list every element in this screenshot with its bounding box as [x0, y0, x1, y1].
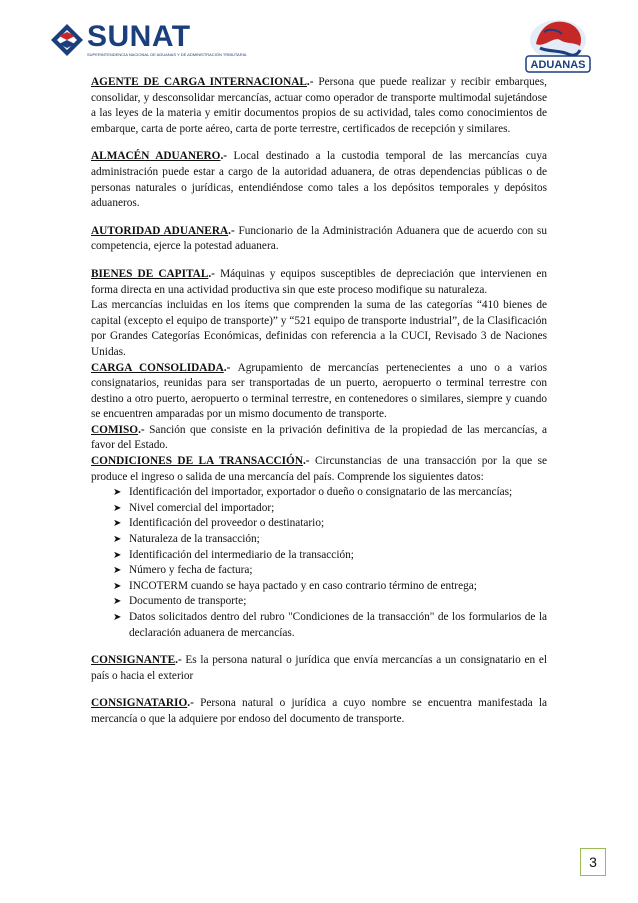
- list-item: ➤ Identificación del proveedor o destinatario;: [113, 516, 547, 532]
- entry-term: AGENTE DE CARGA INTERNACIONAL: [91, 76, 307, 88]
- glossary-entry: ALMACÉN ADUANERO.- Local destinado a la custodia temporal de las mercancías cuya administración puede estar a cargo de la autoridad aduanera, de otras dependencias públicas o de personas naturales o jurídicas, entendiéndose como tales a los depósitos temporales y depósitos aduaneros.: [91, 150, 547, 210]
- glossary-entry: COMISO.- Sanción que consiste en la privación definitiva de la propiedad de las mercancías, a favor del Estado.: [91, 423, 547, 452]
- list-item: ➤ Identificación del intermediario de la transacción;: [113, 548, 547, 564]
- sunat-tagline: SUPERINTENDENCIA NACIONAL DE ADUANAS Y DE ADMINISTRACIÓN TRIBUTARIA: [87, 52, 247, 57]
- glossary-entry: CONDICIONES DE LA TRANSACCIÓN.- Circunstancias de una transacción por la que se produce el ingreso o salida de una mercancía del país. Comprende los siguientes datos:: [91, 455, 547, 483]
- page-header: [0, 0, 638, 80]
- arrow-bullet-icon: ➤: [113, 502, 122, 514]
- entry-definition: Agrupamiento de mercancías pertenecientes a uno o a varios consignatarios, reunidas para ser transportadas de un puerto, aeropuerto o terminal terrestre con destino a otro puerto, aeropuerto o terminal terrestre, en contenedores o similares, siempre y cuando se encuentren amparadas por un mismo documento de transporte.: [91, 361, 547, 421]
- arrow-bullet-icon: ➤: [113, 596, 122, 608]
- glossary-entry: CARGA CONSOLIDADA.- Agrupamiento de mercancías pertenecientes a uno o a varios consignatarios, reunidas para ser transportadas de un puerto, aeropuerto o terminal terrestre con destino a otro puerto, aeropuerto o terminal terrestre, en contenedores o similares, siempre y cuando se encuentren amparadas por un mismo documento de transporte.: [91, 361, 547, 421]
- entry-definition: Máquinas y equipos susceptibles de depreciación que intervienen en forma directa en una actividad productiva sin que este proceso modifique su naturaleza.: [91, 267, 547, 296]
- entry-definition: Persona natural o jurídica a cuyo nombre se encuentra manifestada la mercancía o que la adquiere por endoso del documento de transporte.: [91, 697, 547, 725]
- entry-term: CONSIGNANTE: [91, 654, 176, 667]
- list-item: ➤ Identificación del importador, exportador o dueño o consignatario de las mercancías;: [113, 485, 547, 501]
- sunat-logo: [50, 22, 246, 57]
- entry-extra-paragraph: Las mercancías incluidas en los ítems que comprenden la suma de las categorías “410 bienes de capital (excepto el equipo de transporte)” y “521 equipo de transporte industrial”, de la Clasificación por Grandes Categorías Económicas, definidas con referencia a la CUCI, Revisado 3 de Naciones Unidas.: [91, 299, 547, 358]
- page-number: 3: [580, 848, 606, 876]
- list-item: ➤ Número y fecha de factura;: [113, 563, 547, 579]
- glossary-entry: BIENES DE CAPITAL.- Máquinas y equipos susceptibles de depreciación que intervienen en forma directa en una actividad productiva sin que este proceso modifique su naturaleza.: [91, 267, 547, 296]
- entry-definition: Es la persona natural o jurídica que envía mercancías a un consignatario en el país o hacia el exterior: [91, 654, 547, 682]
- entry-term: AUTORIDAD ADUANERA: [91, 224, 229, 237]
- entry-definition: Local destinado a la custodia temporal de las mercancías cuya administración puede estar a cargo de la autoridad aduanera, de otras dependencias públicas o de personas naturales o jurídicas, entendiéndose como tales a los depósitos temporales y depósitos aduaneros.: [91, 150, 547, 210]
- arrow-bullet-icon: ➤: [113, 549, 122, 561]
- transaction-conditions-list: [91, 485, 547, 641]
- list-item: ➤ Nivel comercial del importador;: [113, 501, 547, 517]
- arrow-bullet-icon: ➤: [113, 612, 122, 623]
- entry-term: COMISO: [91, 423, 139, 436]
- arrow-bullet-icon: ➤: [113, 518, 122, 530]
- entry-term: CONSIGNATARIO: [91, 697, 188, 710]
- glossary-entry: CONSIGNANTE.- Es la persona natural o jurídica que envía mercancías a un consignatario en el país o hacia el exterior: [91, 654, 547, 682]
- entry-term: CONDICIONES DE LA TRANSACCIÓN: [91, 455, 303, 468]
- entry-definition: Sanción que consiste en la privación definitiva de la propiedad de las mercancías, a favor del Estado.: [91, 423, 547, 452]
- arrow-bullet-icon: ➤: [113, 580, 122, 592]
- list-item: ➤ Datos solicitados dentro del rubro "Condiciones de la transacción" de los formularios de la declaración aduanera de mercancías.: [113, 611, 547, 639]
- arrow-bullet-icon: ➤: [113, 565, 122, 577]
- entry-term: CARGA CONSOLIDADA: [91, 361, 224, 374]
- entry-term: ALMACÉN ADUANERO: [91, 150, 221, 163]
- list-item: ➤ Documento de transporte;: [113, 594, 547, 610]
- list-item: ➤ Naturaleza de la transacción;: [113, 532, 547, 548]
- glossary-entry: CONSIGNATARIO.- Persona natural o jurídica a cuyo nombre se encuentra manifestada la mercancía o que la adquiere por endoso del documento de transporte.: [91, 697, 547, 725]
- entry-definition: Funcionario de la Administración Aduanera que de acuerdo con su competencia, ejerce la potestad aduanera.: [91, 224, 547, 253]
- arrow-bullet-icon: ➤: [113, 534, 122, 546]
- entry-term: BIENES DE CAPITAL: [91, 267, 209, 280]
- entry-definition: Persona que puede realizar y recibir embarques, consolidar, y desconsolidar mercancías, actuar como operador de transporte multimodal sujetándose a las leyes de la materia y emitir documentos propios de su actividad, tales como conocimientos de embarque, carta de porte aéreo, carta de porte terrestre, certificados de recepción y similares.: [91, 76, 547, 135]
- glossary-entry: AUTORIDAD ADUANERA.- Funcionario de la Administración Aduanera que de acuerdo con su competencia, ejerce la potestad aduanera.: [91, 224, 547, 253]
- list-item: ➤ INCOTERM cuando se haya pactado y en caso contrario término de entrega;: [113, 579, 547, 595]
- aduanas-logo: [514, 14, 602, 76]
- entry-definition: Circunstancias de una transacción por la que se produce el ingreso o salida de una mercancía del país. Comprende los siguientes datos:: [91, 455, 547, 483]
- arrow-bullet-icon: ➤: [113, 487, 122, 499]
- sunat-emblem-icon: [50, 23, 84, 57]
- glossary-content: [91, 75, 547, 728]
- glossary-entry: AGENTE DE CARGA INTERNACIONAL.- Persona que puede realizar y recibir embarques, consolidar, y desconsolidar mercancías, actuar como operador de transporte multimodal sujetándose a las leyes de la materia y emitir documentos propios de su actividad, tales como conocimientos de embarque, carta de porte aéreo, carta de porte terrestre, certificados de recepción y similares.: [91, 76, 547, 135]
- aduanas-label: ADUANAS: [530, 59, 586, 71]
- sunat-name: SUNAT: [87, 20, 191, 53]
